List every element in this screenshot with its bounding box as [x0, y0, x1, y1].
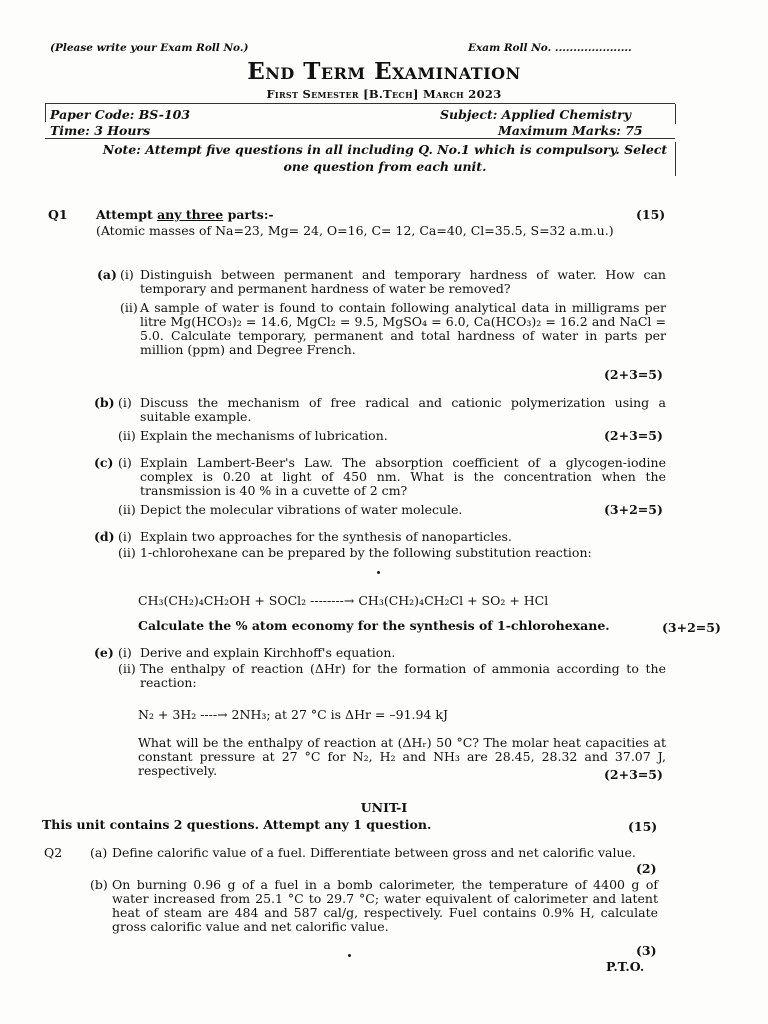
question-number: Q2 [44, 845, 63, 860]
exam-subtitle: First Semester [B.Tech] March 2023 [266, 87, 502, 101]
unit-marks: (15) [628, 819, 658, 834]
time-allowed: Time: 3 Hours [50, 123, 151, 138]
part-label: (c) [94, 455, 114, 470]
subpart-label: (ii) [120, 300, 138, 315]
exam-title: End Term Examination [247, 58, 521, 85]
part-label: (a) [90, 845, 108, 860]
q1e-ii-text: The enthalpy of reaction (ΔHr) for the formation of ammonia according to the reaction: [140, 661, 666, 690]
q1d-calculation: Calculate the % atom economy for the synthesis of 1-chlorohexane. [138, 618, 610, 633]
paper-code: Paper Code: BS-103 [50, 107, 191, 122]
part-label: (d) [94, 529, 115, 544]
header-rule-top [45, 103, 675, 104]
right-bracket [675, 104, 676, 124]
substitution-reaction-equation: CH₃(CH₂)₄CH₂OH + SOCl₂ --------→ CH₃(CH₂)₄CH₂Cl + SO₂ + HCl [138, 593, 549, 608]
subpart-label: (ii) [118, 502, 136, 517]
unit-heading: UNIT-I [360, 800, 408, 815]
speck [377, 571, 380, 574]
subpart-label: (i) [118, 455, 132, 470]
q1c-ii-text: Depict the molecular vibrations of water molecule. [140, 502, 463, 517]
q1a-ii-text: A sample of water is found to contain following analytical data in milligrams per litre Mg(HCO₃)₂ = 14.6, MgCl₂ = 9.5, MgSO₄ = 6.0, Ca(HCO₃)₂ = 16.2 and NaCl = 5.0. Calculate temporary, permanent and total hardness of water in parts per million (ppm) and Degree French. [140, 300, 666, 357]
subpart-label: (ii) [118, 545, 136, 560]
q1d-marks: (3+2=5) [662, 620, 721, 635]
question-number: Q1 [48, 207, 68, 222]
maximum-marks: Maximum Marks: 75 [498, 123, 643, 138]
q1-instruction: Attempt any three parts:- [96, 207, 274, 222]
part-label: (e) [94, 645, 114, 660]
q1a-marks: (2+3=5) [604, 367, 663, 382]
q1e-enthalpy-text: What will be the enthalpy of reaction at (ΔHᵣ) 50 °C? The molar heat capacities at constant pressure at 27 °C for N₂, H₂ and NH₃ are 28.45, 28.32 and 37.07 J, respectively. [138, 735, 666, 778]
q2a-marks: (2) [636, 861, 657, 876]
q1a-i-text: Distinguish between permanent and temporary hardness of water. How can temporary and permanent hardness of water be removed? [140, 267, 666, 296]
q1e-i-text: Derive and explain Kirchhoff's equation. [140, 645, 396, 660]
q1b-marks: (2+3=5) [604, 428, 663, 443]
subpart-label: (i) [118, 645, 132, 660]
right-bracket-lower [675, 142, 676, 176]
subpart-label: (ii) [118, 428, 136, 443]
atomic-masses: (Atomic masses of Na=23, Mg= 24, O=16, C= 12, Ca=40, Cl=35.5, S=32 a.m.u.) [96, 223, 614, 238]
q1b-i-text: Discuss the mechanism of free radical and cationic polymerization using a suitable example. [140, 395, 666, 424]
q2b-text: On burning 0.96 g of a fuel in a bomb calorimeter, the temperature of 4400 g of water increased from 25.1 °C to 29.7 °C; water equivalent of calorimeter and latent heat of steam are 484 and 587 cal/g, respectively. Fuel contains 0.9% H, calculate gross calorific value and net calorific value. [112, 877, 658, 934]
subject: Subject: Applied Chemistry [440, 107, 632, 122]
q2a-text: Define calorific value of a fuel. Differentiate between gross and net calorific value. [112, 845, 636, 860]
q1c-i-text: Explain Lambert-Beer's Law. The absorption coefficient of a glycogen-iodine complex is 0.20 at light of 450 nm. What is the concentration when the transmission is 40 % in a cuvette of 2 cm? [140, 455, 666, 498]
part-label: (b) [94, 395, 115, 410]
q1d-i-text: Explain two approaches for the synthesis of nanoparticles. [140, 529, 512, 544]
exam-roll-no-label: Exam Roll No. ..................... [468, 42, 632, 54]
page-turn-marker: P.T.O. [606, 959, 645, 974]
part-label: (b) [90, 877, 108, 892]
left-bracket [45, 104, 46, 122]
exam-note: Note: Attempt five questions in all including Q. No.1 which is compulsory. Select one question from each unit. [102, 142, 668, 174]
q1d-ii-text: 1-chlorohexane can be prepared by the following substitution reaction: [140, 545, 592, 560]
subpart-label: (i) [118, 529, 132, 544]
q1c-marks: (3+2=5) [604, 502, 663, 517]
ammonia-reaction-equation: N₂ + 3H₂ ----→ 2NH₃; at 27 °C is ΔHr = –91.94 kJ [138, 707, 448, 722]
q2b-marks: (3) [636, 943, 657, 958]
q1-marks: (15) [636, 207, 666, 222]
roll-number-instruction: (Please write your Exam Roll No.) [50, 42, 249, 54]
header-rule-bottom [45, 138, 675, 139]
speck [348, 954, 351, 957]
subpart-label: (ii) [118, 661, 136, 676]
q1e-marks: (2+3=5) [604, 767, 663, 782]
q1b-ii-text: Explain the mechanisms of lubrication. [140, 428, 388, 443]
unit-instruction: This unit contains 2 questions. Attempt any 1 question. [42, 817, 432, 832]
subpart-label: (i) [118, 395, 132, 410]
subpart-label: (i) [120, 267, 134, 282]
part-label: (a) [97, 267, 117, 282]
